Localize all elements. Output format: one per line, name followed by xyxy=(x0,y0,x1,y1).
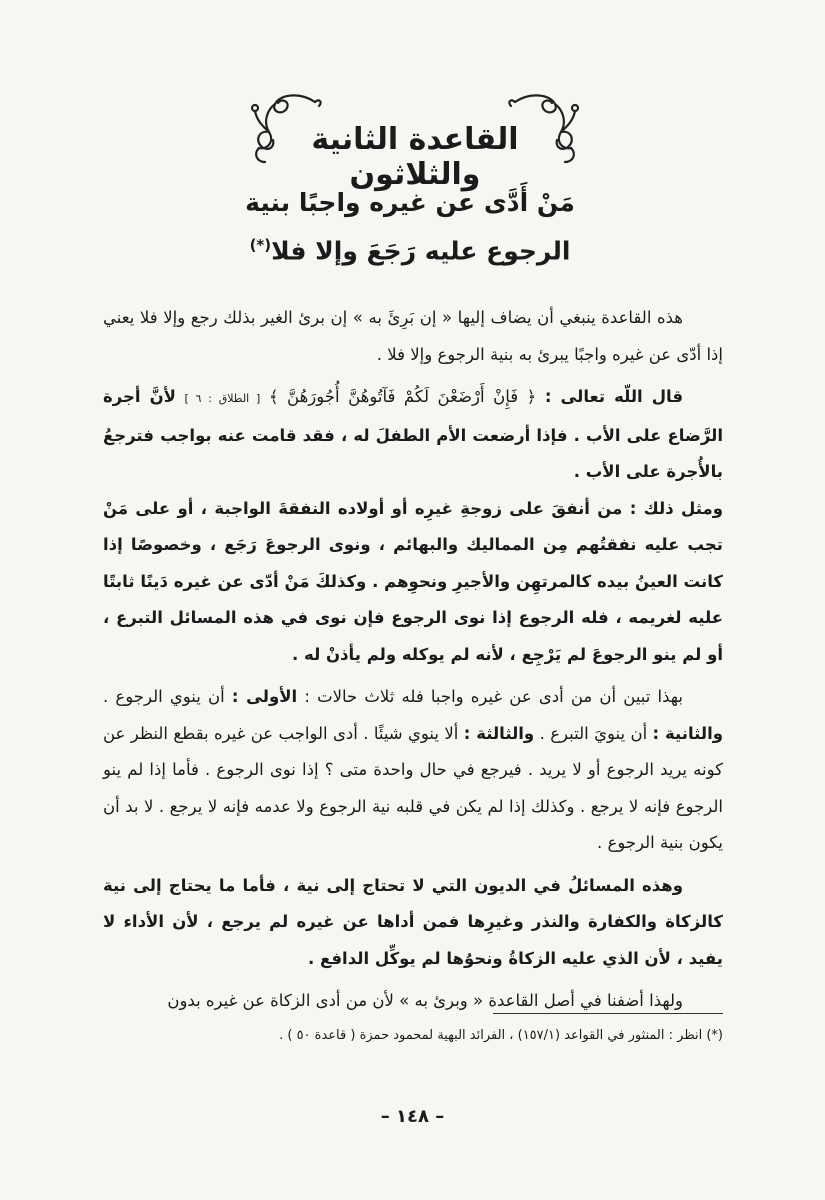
case-third-text: ألا ينوي شيئًا . أدى الواجب عن غيره بقطع النظر عن كونه يريد الرجوع أو لا يريد . فيرجع في حال واحدة متى ؟ إذا نوى الرجوع . فأما إذا لم ينو الرجوع فإنه لا يرجع . وكذلك إذا لم يكن في قلبه نية الرجوع ولا عدمه فإنه لا يرجع . لا بد أن يكون بنية الرجوع . xyxy=(103,723,723,852)
paragraph-4 xyxy=(103,679,723,862)
rule-title-text-1: مَنْ أَدَّى عن غيره واجبًا بنية xyxy=(245,188,575,217)
footnote-marker: (*) xyxy=(249,236,272,254)
chapter-heading xyxy=(245,88,585,192)
rule-title-text-2: الرجوع عليه رَجَعَ وإلا فلا xyxy=(271,236,571,266)
case-first-label: الأولى : xyxy=(231,687,298,706)
paragraph-2-lead: قال اللّه تعالى : xyxy=(544,387,684,406)
case-first-text: أن ينوي الرجوع . xyxy=(103,687,225,706)
footnote-divider xyxy=(493,1013,723,1014)
quran-verse: ﴿ فَإِنْ أَرْضَعْنَ لَكُمْ فَآتُوهُنَّ أُجُورَهُنَّ ﴾ xyxy=(268,387,537,406)
paragraph-4-intro: بهذا تبين أن من أدى عن غيره واجبا فله ثلاث حالات : xyxy=(304,687,683,706)
paragraph-2-rest: لأنَّ أجرة الرَّضاع على الأب . فإذا أرضعت الأم الطفلَ له ، فقد قامت عنه بواجب فترجعُ بالأُجرة على الأب . xyxy=(103,387,723,481)
paragraph-5: وهذه المسائلُ في الديون التي لا تحتاج إلى نية ، فأما ما يحتاج إلى نية كالزكاة والكفارة والنذر وغيرِها فمن أداها عن غيره لم يرجع ، لأن الأداء لا يفيد ، لأن الذي عليه الزكاةُ ونحوُها لم يوكِّل الدافع . xyxy=(103,875,723,968)
rule-title-line-2 xyxy=(200,236,620,265)
chapter-title: القاعدة الثانية والثلاثون xyxy=(311,122,519,192)
main-text xyxy=(103,300,723,1020)
page-number: – ١٤٨ – xyxy=(380,1106,445,1127)
paragraph-3: ومثل ذلك : من أنفقَ على زوجةِ غيرِه أو أولاده النفقةَ الواجبة ، أو على مَنْ تجب عليه نفقتُهم مِن المماليك والبهائم ، ونوى الرجوعَ رَجَع ، وخصوصًا إذا كانت العينُ بيده كالمرتهِن والأجيرِ ونحوِهم . وكذلكَ مَنْ أدّى عن غيره دَينًا ثابتًا عليه لغريمه ، فله الرجوع إذا نوى الرجوع فإن نوى في هذه المسائل التبرع ، أو لم ينو الرجوعَ لم يَرْجِع ، لأنه لم يوكله ولم يأذنْ له . xyxy=(103,498,723,664)
paragraph-2 xyxy=(103,379,723,491)
verse-reference: [ الطلاق : ٦ ] xyxy=(184,392,261,405)
case-second-label: والثانية : xyxy=(652,723,723,743)
rule-title-line-1 xyxy=(200,188,620,217)
paragraph-1: هذه القاعدة ينبغي أن يضاف إليها « إن بَرِئَ به » إن برئ الغير بذلك رجع وإلا فلا يعني إذا أدّى عن غيره واجبًا يبرئ به بنية الرجوع وإلا فلا . xyxy=(103,308,723,364)
case-second-text: أن ينويَ التبرع . xyxy=(539,723,648,743)
case-third-label: والثالثة : xyxy=(463,723,535,743)
footnote: (*) انظر : المنثور في القواعد (١٥٧/١) ، الفرائد البهية لمحمود حمزة ( قاعدة ٥٠ ) . xyxy=(279,1028,723,1043)
paragraph-6: ولهذا أضفنا في أصل القاعدة « وبرئ به » لأن من أدى الزكاة عن غيره بدون xyxy=(167,991,683,1010)
